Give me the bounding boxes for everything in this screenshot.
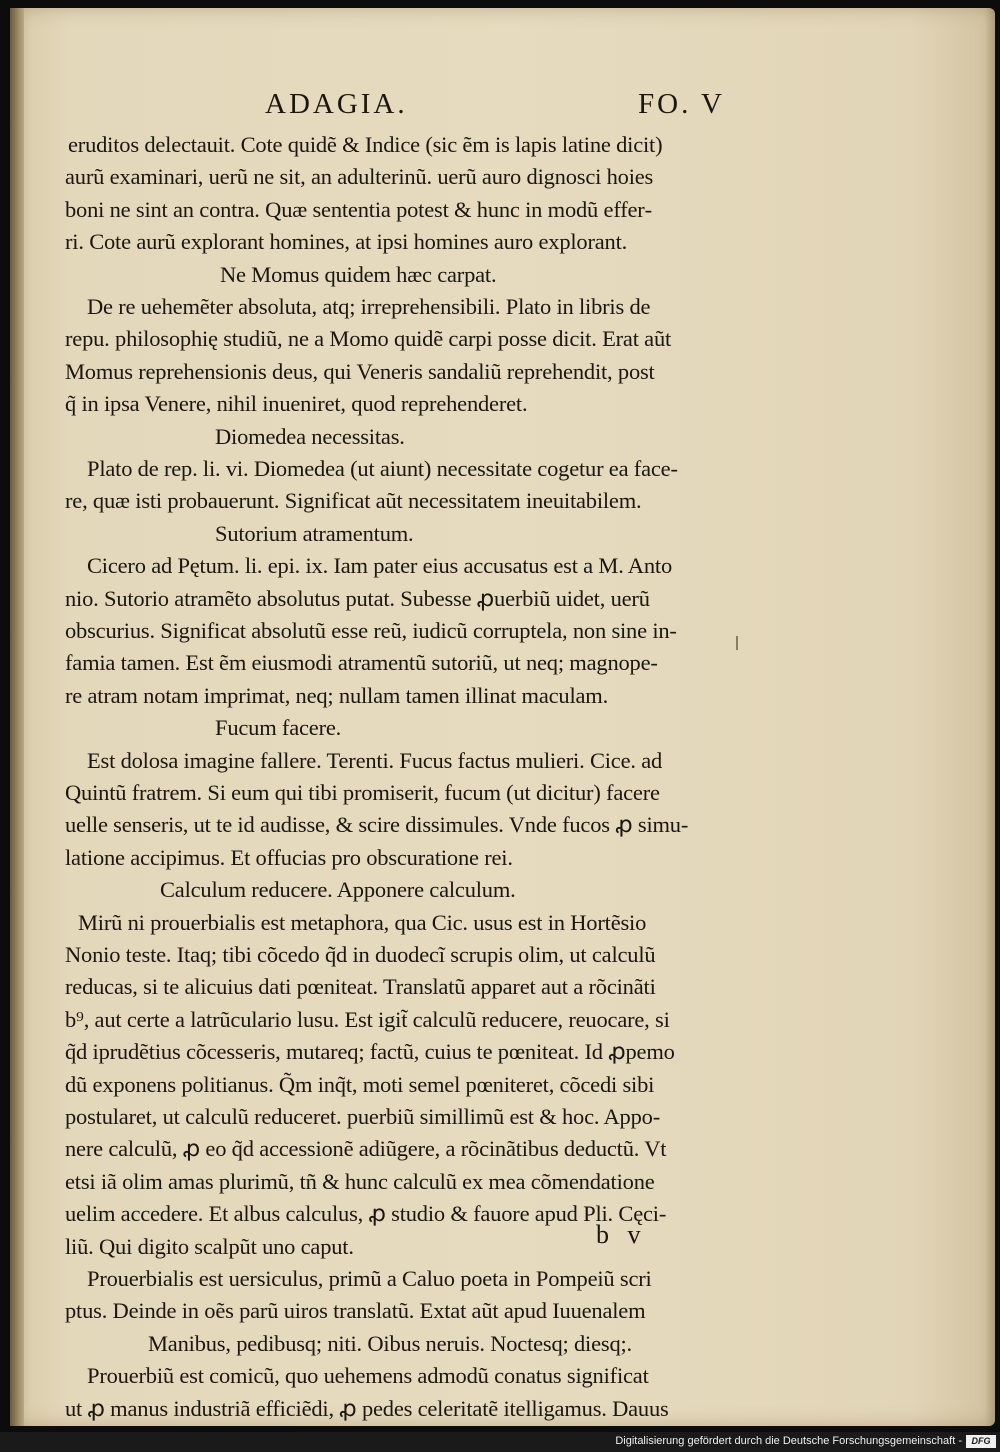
- running-header: [265, 88, 725, 121]
- funding-notice: Digitalisierung gefördert durch die Deutsche Forschungsgemeinschaft -: [615, 1435, 962, 1447]
- text-line: Est dolosa imagine fallere. Terenti. Fucus factus mulieri. Cice. ad: [87, 747, 663, 773]
- margin-mark: [736, 636, 738, 650]
- adage-heading: Calculum reducere. Apponere calculum.: [160, 877, 516, 903]
- text-line: liũ. Qui digito scalpũt uno caput.: [65, 1233, 354, 1259]
- text-line: uelim accedere. Et albus calculus, ꝓ studio & fauore apud Pli. Cęci‑: [65, 1201, 667, 1227]
- text-line: etsi iã olim amas plurimũ, tñ & hunc calculũ ex mea cõmendatione: [65, 1168, 655, 1194]
- text-line: Cicero ad Pętum. li. epi. ix. Iam pater eius accusatus est a M. Anto: [87, 553, 673, 579]
- text-line: Momus reprehensionis deus, qui Veneris sandaliũ reprehendit, post: [65, 358, 655, 384]
- folio-number: FO. V: [638, 88, 725, 120]
- text-line: reducas, si te alicuius dati pœniteat. Translatũ apparet aut a rõcinãti: [65, 974, 656, 1000]
- signature-mark: b v: [596, 1220, 647, 1249]
- adage-heading: Fucum facere.: [215, 715, 342, 741]
- text-line: latione accipimus. Et offucias pro obscuratione rei.: [65, 844, 513, 870]
- text-line: Prouerbialis est uersiculus, primũ a Caluo poeta in Pompeiũ scri: [87, 1266, 652, 1291]
- text-line: nere calculũ, ꝓ eo q̃d accessionẽ adiũgere, a rõcinãtibus deductũ. Vt: [65, 1136, 667, 1162]
- adage-heading: Manibus, pedibusq; niti. Oibus neruis. Noctesq; diesq;.: [148, 1330, 632, 1356]
- text-line: De re uehemẽter absoluta, atq; irreprehensibili. Plato in libris de: [87, 294, 651, 319]
- page-gutter: [10, 8, 24, 1426]
- text-line: Plato de rep. li. vi. Diomedea (ut aiunt) necessitate cogetur ea face‑: [87, 456, 678, 481]
- footer-bar: [0, 1432, 1000, 1452]
- text-line: famia tamen. Est ẽm eiusmodi atramentũ sutoriũ, ut neq; magnope‑: [65, 650, 658, 676]
- text-line: nio. Sutorio atramẽto absolutus putat. Subesse ꝓuerbiũ uidet, uerũ: [65, 585, 650, 611]
- text-line: postularet, ut calculũ reduceret. puerbiũ simillimũ est & hoc. Appo‑: [65, 1104, 660, 1129]
- text-line: q̃d iprudẽtius cõcesseris, mutareq; factũ, cuius te pœniteat. Id ꝓpemo: [65, 1039, 675, 1065]
- text-line: ri. Cote aurũ explorant homines, at ipsi homines auro explorant.: [65, 229, 628, 255]
- text-line: q̃ in ipsa Venere, nihil inueniret, quod reprehenderet.: [65, 391, 528, 417]
- text-line: repu. philosophię studiũ, ne a Momo quidẽ carpi posse dicit. Erat aũt: [65, 326, 672, 352]
- dfg-logo: DFG: [966, 1435, 996, 1448]
- text-line: boni ne sint an contra. Quæ sententia potest & hunc in modũ effer‑: [65, 196, 652, 222]
- text-line: uelle senseris, ut te id audisse, & scire dissimules. Vnde fucos ꝓ simu‑: [65, 812, 689, 838]
- text-line: ptus. Deinde in oẽs parũ uiros translatũ. Extat aũt apud Iuuenalem: [65, 1298, 646, 1324]
- text-line: Nonio teste. Itaq; tibi cõcedo q̃d in duodecĩ scrupis olim, ut calculũ: [65, 942, 656, 967]
- adage-heading: Ne Momus quidem hæc carpat.: [220, 261, 497, 287]
- text-line: aurũ examinari, uerũ ne sit, an adulterinũ. uerũ auro dignosci hoies: [65, 164, 654, 190]
- text-line: Prouerbiũ est comicũ, quo uehemens admodũ conatus significat: [87, 1363, 649, 1389]
- adage-heading: Sutorium atramentum.: [215, 520, 414, 546]
- text-line: b⁹, aut certe a latrũculario lusu. Est igit̃ calculũ reducere, reuocare, si: [65, 1006, 670, 1032]
- text-line: eruditos delectauit. Cote quidẽ & Indice (sic ẽm is lapis latine dicit): [68, 132, 663, 157]
- running-header-title: ADAGIA.: [265, 88, 408, 120]
- text-line: re, quæ isti probauerunt. Significat aũt necessitatem ineuitabilem.: [65, 488, 642, 514]
- adage-heading: Diomedea necessitas.: [215, 423, 405, 449]
- text-line: obscurius. Significat absolutũ esse reũ, iudicũ corruptela, non sine in‑: [65, 618, 677, 643]
- text-line: Mirũ ni prouerbialis est metaphora, qua Cic. usus est in Hortẽsio: [78, 909, 647, 935]
- text-line: re atram notam imprimat, neq; nullam tamen illinat maculam.: [65, 682, 609, 708]
- text-line: Quintũ fratrem. Si eum qui tibi promiserit, fucum (ut dicitur) facere: [65, 780, 660, 805]
- text-line: dũ exponens politianus. Q̃m inq̃t, moti semel pœniteret, cõcedi sibi: [65, 1071, 655, 1097]
- text-line: ut ꝓ manus industriã efficiẽdi, ꝓ pedes celeritatẽ itelligamus. Dauus: [65, 1395, 669, 1421]
